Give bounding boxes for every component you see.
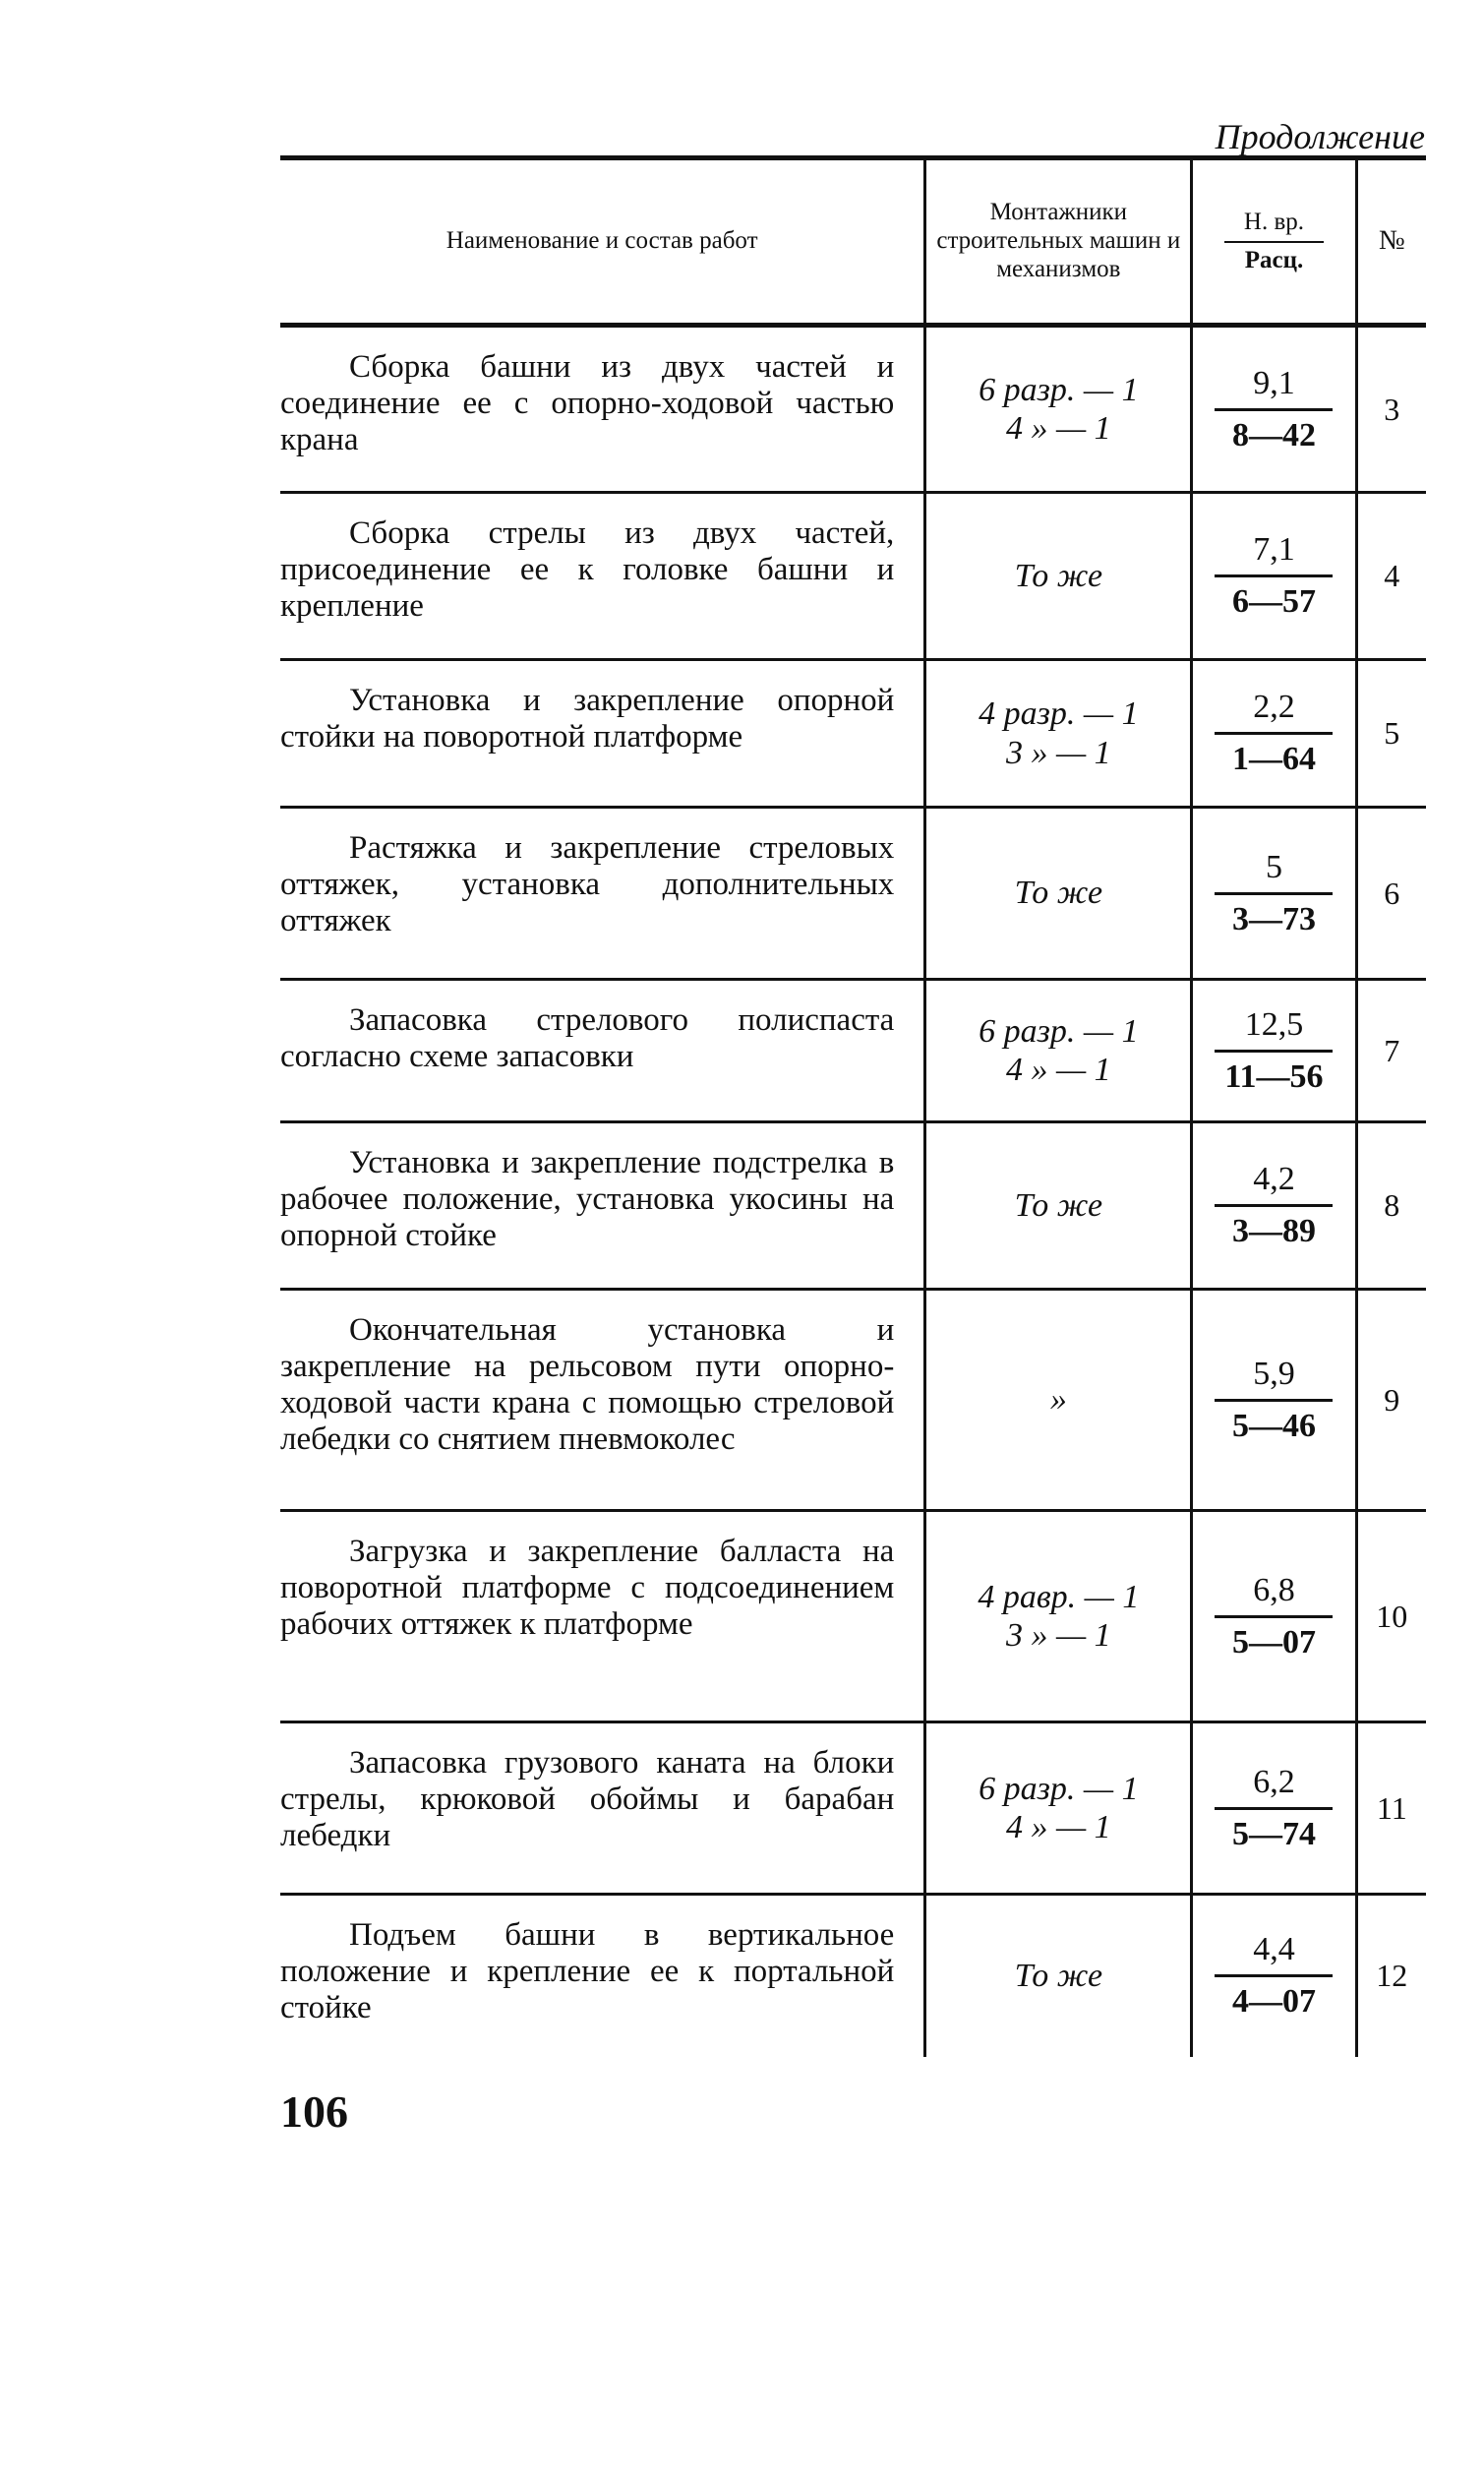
workers-line: 6 разр. — 1 bbox=[979, 1770, 1139, 1807]
row-number: 11 bbox=[1356, 1722, 1426, 1895]
workers-line: 3 » — 1 bbox=[1005, 734, 1111, 771]
table-header bbox=[280, 158, 1426, 326]
rate: 1—64 bbox=[1231, 741, 1316, 777]
rate: 3—73 bbox=[1231, 900, 1316, 937]
work-text: Запасовка грузового каната на блоки стрелы, крюковой обоймы и барабан лебедки bbox=[280, 1745, 895, 1853]
work-description bbox=[280, 980, 925, 1122]
table-row bbox=[280, 493, 1426, 660]
work-text: Запасовка стрелового полиспаста согласно схеме запасовки bbox=[280, 1002, 895, 1074]
work-text: Окончательная установка и закрепление на рельсовом пути опорно-ходовой части крана с помощью стреловой лебедки со снятием пневмоколес bbox=[280, 1312, 895, 1457]
workers-cell bbox=[925, 493, 1192, 660]
workers-line: » bbox=[1049, 1381, 1067, 1419]
work-description bbox=[280, 660, 925, 808]
table-row bbox=[280, 1722, 1426, 1895]
work-text: Сборка башни из двух частей и соединение ее с опорно-ходовой частью крана bbox=[280, 349, 895, 457]
norm-time: 4,4 bbox=[1215, 1931, 1333, 1977]
workers-cell bbox=[925, 1122, 1192, 1290]
rate: 5—74 bbox=[1231, 1815, 1316, 1852]
row-number: 10 bbox=[1356, 1511, 1426, 1722]
norm-cell bbox=[1192, 493, 1356, 660]
rate: 8—42 bbox=[1231, 416, 1316, 453]
norm-cell bbox=[1192, 1122, 1356, 1290]
rate: 5—46 bbox=[1231, 1407, 1316, 1444]
row-number: 8 bbox=[1356, 1122, 1426, 1290]
workers-cell bbox=[925, 808, 1192, 980]
norm-time: 6,2 bbox=[1215, 1764, 1333, 1810]
workers-cell bbox=[925, 660, 1192, 808]
work-text: Установка и закрепление подстрелка в рабочее положение, установка укосины на опорной стойке bbox=[280, 1145, 895, 1253]
workers-cell bbox=[925, 1722, 1192, 1895]
norm-cell bbox=[1192, 1511, 1356, 1722]
header-work: Наименование и состав работ bbox=[280, 158, 925, 326]
row-number: 3 bbox=[1356, 326, 1426, 493]
workers-line: 6 разр. — 1 bbox=[979, 1012, 1139, 1050]
workers-line: 3 » — 1 bbox=[1005, 1617, 1111, 1654]
work-text: Установка и закрепление опорной стойки на поворотной платформе bbox=[280, 683, 895, 755]
rate: 11—56 bbox=[1224, 1057, 1324, 1095]
table-row bbox=[280, 808, 1426, 980]
work-description bbox=[280, 326, 925, 493]
workers-cell bbox=[925, 1290, 1192, 1511]
table-row bbox=[280, 326, 1426, 493]
work-description bbox=[280, 1290, 925, 1511]
norm-time: 4,2 bbox=[1215, 1161, 1333, 1207]
table-row bbox=[280, 1122, 1426, 1290]
header-norm bbox=[1192, 158, 1356, 326]
row-number: 9 bbox=[1356, 1290, 1426, 1511]
workers-cell bbox=[925, 980, 1192, 1122]
norm-cell bbox=[1192, 1290, 1356, 1511]
norm-cell bbox=[1192, 808, 1356, 980]
norm-time: 12,5 bbox=[1215, 1006, 1333, 1053]
norm-time: 7,1 bbox=[1215, 531, 1333, 577]
workers-cell bbox=[925, 1895, 1192, 2057]
workers-line: 4 » — 1 bbox=[1005, 1809, 1111, 1845]
norm-cell bbox=[1192, 1895, 1356, 2057]
table-row bbox=[280, 1290, 1426, 1511]
norm-cell bbox=[1192, 980, 1356, 1122]
rate: 6—57 bbox=[1231, 583, 1316, 620]
continuation-label: Продолжение bbox=[1215, 117, 1425, 156]
table-row bbox=[280, 980, 1426, 1122]
header-workers: Монтажники строительных машин и механизмов bbox=[925, 158, 1192, 326]
page-number: 106 bbox=[280, 2086, 348, 2137]
work-description bbox=[280, 493, 925, 660]
workers-cell bbox=[925, 326, 1192, 493]
norm-cell bbox=[1192, 660, 1356, 808]
norm-cell bbox=[1192, 1722, 1356, 1895]
workers-cell bbox=[925, 1511, 1192, 1722]
workers-line: 4 » — 1 bbox=[1005, 410, 1111, 447]
rate: 4—07 bbox=[1231, 1983, 1316, 2021]
work-description bbox=[280, 1122, 925, 1290]
norm-time: 5,9 bbox=[1215, 1356, 1333, 1402]
workers-line: 6 разр. — 1 bbox=[979, 371, 1139, 408]
workers-line: 4 равр. — 1 bbox=[978, 1578, 1140, 1615]
norm-cell bbox=[1192, 326, 1356, 493]
rate: 3—89 bbox=[1231, 1213, 1316, 1249]
work-description bbox=[280, 1722, 925, 1895]
work-text: Подъем башни в вертикальное положение и крепление ее к портальной стойке bbox=[280, 1917, 895, 2025]
row-number: 6 bbox=[1356, 808, 1426, 980]
workers-line: То же bbox=[1014, 875, 1103, 912]
work-text: Загрузка и закрепление балласта на поворотной платформе с подсоединением рабочих оттяжек к платформе bbox=[280, 1534, 895, 1642]
work-description bbox=[280, 1895, 925, 2057]
row-number: 12 bbox=[1356, 1895, 1426, 2057]
work-description bbox=[280, 808, 925, 980]
norm-time: 9,1 bbox=[1215, 365, 1333, 411]
header-norm-time: Н. вр. bbox=[1224, 209, 1324, 243]
workers-line: То же bbox=[1014, 1186, 1103, 1224]
workers-line: То же bbox=[1014, 1958, 1103, 1995]
norm-time: 6,8 bbox=[1215, 1572, 1333, 1618]
norms-table bbox=[280, 155, 1426, 2057]
row-number: 5 bbox=[1356, 660, 1426, 808]
row-number: 4 bbox=[1356, 493, 1426, 660]
table-row bbox=[280, 1895, 1426, 2057]
header-number: № bbox=[1356, 158, 1426, 326]
work-description bbox=[280, 1511, 925, 1722]
workers-line: То же bbox=[1014, 557, 1103, 594]
workers-line: 4 » — 1 bbox=[1005, 1052, 1111, 1088]
table-row bbox=[280, 1511, 1426, 1722]
workers-line: 4 разр. — 1 bbox=[979, 695, 1139, 733]
header-rate: Расц. bbox=[1244, 246, 1304, 273]
work-text: Сборка стрелы из двух частей, присоединение ее к головке башни и крепление bbox=[280, 515, 895, 624]
norm-time: 2,2 bbox=[1215, 689, 1333, 735]
row-number: 7 bbox=[1356, 980, 1426, 1122]
work-text: Растяжка и закрепление стреловых оттяжек, установка дополнительных оттяжек bbox=[280, 830, 895, 938]
norm-time: 5 bbox=[1215, 849, 1333, 895]
rate: 5—07 bbox=[1231, 1623, 1316, 1661]
table-row bbox=[280, 660, 1426, 808]
